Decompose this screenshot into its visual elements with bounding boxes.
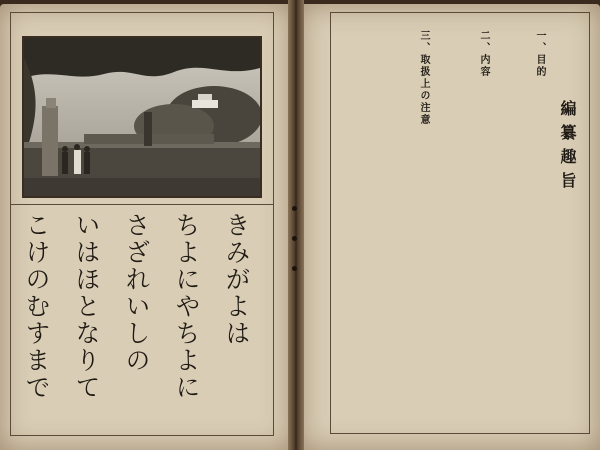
photo-illustration [24, 38, 260, 196]
page-divider [10, 204, 274, 205]
lyric-column: こけのむすまで [22, 212, 51, 401]
lyric-column: いはほとなりて [72, 212, 101, 401]
page-title: 編纂趣旨 [558, 100, 577, 196]
book-spine [288, 0, 304, 450]
lyric-column: ちよにやちよに [172, 212, 201, 401]
binding-hole [292, 236, 297, 241]
binding-hole [292, 266, 297, 271]
kimigayo-lyrics [22, 212, 258, 424]
right-page-frame [330, 12, 590, 434]
shrine-photo [22, 36, 262, 198]
lyric-column: さざれいしの [122, 212, 151, 374]
lyric-column: きみがよは [222, 212, 251, 347]
section-heading: 三、取扱上の注意 [418, 30, 429, 126]
section-heading: 二、内容 [478, 30, 489, 78]
section-heading: 一、目的 [534, 30, 545, 78]
binding-hole [292, 206, 297, 211]
